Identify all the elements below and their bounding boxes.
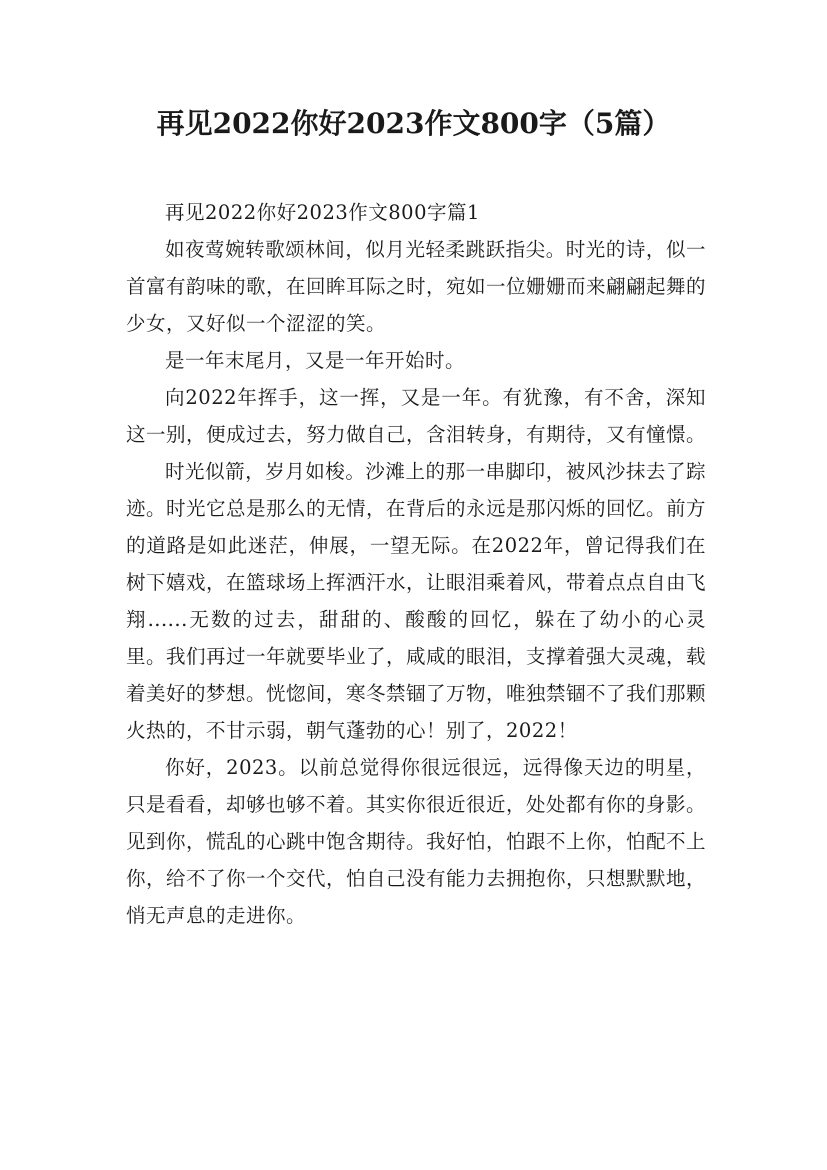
section-heading: 再见2022你好2023作文800字篇1 [165, 201, 480, 224]
paragraph: 是一年末尾月，又是一年开始时。 [165, 349, 466, 372]
paragraph: 向2022年挥手，这一挥，又是一年。有犹豫，有不舍，深知这一别，便成过去，努力做自己，含泪转身，有期待，又有憧憬。 [126, 386, 707, 446]
paragraph: 你好，2023。以前总觉得你很远很远，远得像天边的明星，只是看看，却够也够不着。其实你很近很近，处处都有你的身影。见到你，慌乱的心跳中饱含期待。我好怕，怕跟不上你，怕配不上你，给不了你一个交代，怕自己没有能力去拥抱你，只想默默地，悄无声息的走进你。 [126, 756, 707, 927]
paragraph: 如夜莺婉转歌颂林间，似月光轻柔跳跃指尖。时光的诗，似一首富有韵味的歌，在回眸耳际之时，宛如一位姗姗而来翩翩起舞的少女，又好似一个涩涩的笑。 [126, 238, 707, 335]
paragraph: 时光似箭，岁月如梭。沙滩上的那一串脚印，被风沙抹去了踪迹。时光它总是那么的无情，在背后的永远是那闪烁的回忆。前方的道路是如此迷茫，伸展，一望无际。在2022年，曾记得我们在树下嬉戏，在篮球场上挥洒汗水，让眼泪乘着风，带着点点自由飞翔......无数的过去，甜甜的、酸酸的回忆，躲在了幼小的心灵里。我们再过一年就要毕业了，咸咸的眼泪，支撑着强大灵魂，载着美好的梦想。恍惚间，寒冬禁锢了万物，唯独禁锢不了我们那颗火热的，不甘示弱，朝气蓬勃的心！别了，2022！ [126, 460, 707, 742]
document-body [126, 194, 706, 934]
document-title: 再见2022你好2023作文800字（5篇） [156, 107, 671, 140]
